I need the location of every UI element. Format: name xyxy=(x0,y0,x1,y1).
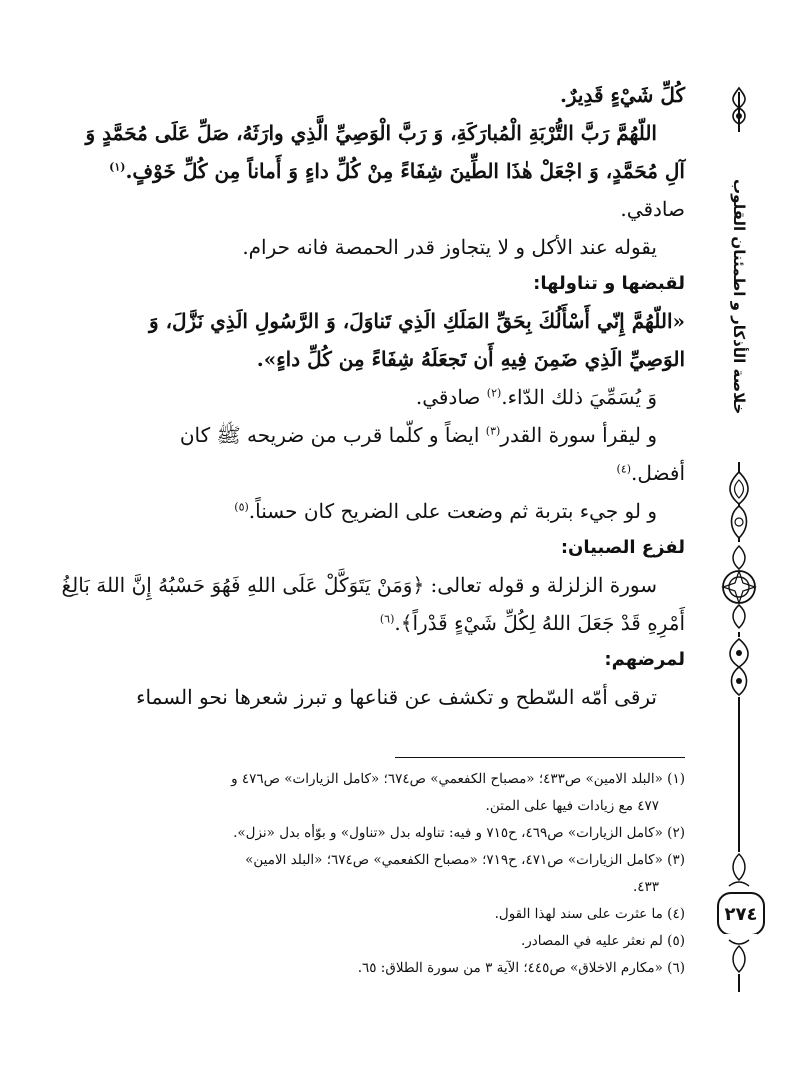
body-line xyxy=(43,378,685,416)
footnote-text: «مكارم الاخلاق» ص٤٤٥؛ الآية ٣ من سورة الطلاق: ٦٥. xyxy=(357,960,663,976)
body-line xyxy=(43,416,685,454)
footnote-text: «كامل الزيارات» ص٤٦٩، ح٧١٥ و فيه: تناوله بدل «تناول» و بوّأه بدل «نزل». xyxy=(233,825,663,841)
page-number-frame xyxy=(717,892,765,936)
footnote-text: ما عثرت على سند لهذا القول. xyxy=(494,906,663,922)
body-text: وَ يُسَمِّيَ ذلك الدّاء. xyxy=(501,385,657,409)
side-border xyxy=(721,92,757,1012)
footnote-number: (٤) xyxy=(667,906,685,922)
footnote-text: «كامل الزيارات» ص٤٧١، ح٧١٩؛ «مصباح الكفعمي» ص٦٧٤؛ «البلد الامين» xyxy=(245,852,663,868)
footnote-ref: (١) xyxy=(109,160,126,174)
section-heading: لمرضهم: xyxy=(604,649,685,670)
body-line: يقوله عند الأكل و لا يتجاوز قدر الحمصة فانه حرام. xyxy=(242,235,657,259)
footnote-ref: (٢) xyxy=(486,386,502,400)
footnote-number: (٥) xyxy=(667,933,685,949)
main-text xyxy=(43,76,685,716)
footnote xyxy=(40,766,685,820)
body-text: صادقي. xyxy=(415,385,487,409)
body-line: ترقى أمّه السّطح و تكشف عن قناعها و تبرز شعرها نحو السماء xyxy=(136,685,657,709)
footnote-ref: (٤) xyxy=(616,462,632,476)
supplication-line: الوَصِيِّ الَذِي ضَمِنَ فِيهِ أَن تَجعَلَهُ شِفَاءً مِن كُلِّ داءٍ». xyxy=(256,347,685,371)
body-line xyxy=(43,604,685,642)
footnote xyxy=(40,928,685,955)
source-label: صادقي. xyxy=(620,197,685,221)
page-number-top-ornament-icon xyxy=(721,852,757,892)
middle-upper-ornament-icon xyxy=(721,470,757,540)
footnote-ref: (٣) xyxy=(485,424,501,438)
footnote xyxy=(40,901,685,928)
page-number-bottom-ornament-icon xyxy=(721,934,757,974)
quran-text: أَمْرِهِ قَدْ جَعَلَ اللهُ لِكُلِّ شَيْءٍ قَدْراً﴾. xyxy=(394,611,685,635)
footnote-number: (٣) xyxy=(667,852,685,868)
body-line xyxy=(43,454,685,492)
footnote xyxy=(40,847,685,901)
supplication-text: آلِ مُحَمَّدٍ، وَ اجْعَلْ هٰذَا الطِّينَ شِفَاءً مِنْ كُلِّ داءٍ وَ أَماناً مِن كُلِّ خَوْفٍ. xyxy=(125,159,685,183)
body-text: أفضل. xyxy=(631,461,685,485)
section-heading: لفزع الصبيان: xyxy=(560,537,685,558)
footnotes xyxy=(40,766,685,982)
running-title xyxy=(724,132,754,462)
middle-lower-ornament-icon xyxy=(721,637,757,697)
supplication-line: «اللّهُمَّ إِنّي أَسْأَلُكَ بِحَقِّ المَلَكِ الَذِي تَناوَلَ، وَ الرَّسُولِ الَذِي نَزَّلَ، وَ xyxy=(148,309,685,333)
body-text: ايضاً و كلّما قرب من ضريحه ﷺ كان xyxy=(179,423,486,447)
supplication-line xyxy=(43,152,685,190)
footnote-text: «البلد الامين» ص٤٣٣؛ «مصباح الكفعمي» ص٦٧٤؛ «كامل الزيارات» ص٤٧٦ و xyxy=(231,771,663,787)
footnote-number: (٦) xyxy=(667,960,685,976)
footnote-separator xyxy=(395,757,685,758)
supplication-line: اللّهُمَّ رَبَّ التُّرْبَةِ الْمُبارَكَةِ، وَ رَبَّ الْوَصِيِّ الَّذِي وارَثَهُ، صَلِّ عَلَى مُحَمَّدٍ وَ xyxy=(85,121,657,145)
body-text: و لو جيء بتربة ثم وضعت على الضريح كان حسناً. xyxy=(248,499,657,523)
section-heading: لقبضها و تناولها: xyxy=(533,273,685,294)
body-text: و ليقرأ سورة القدر xyxy=(500,423,657,447)
footnote-number: (١) xyxy=(667,771,685,787)
footnote-continuation: ٤٧٧ مع زيادات فيها على المتن. xyxy=(485,798,659,814)
body-line: سورة الزلزلة و قوله تعالى: ﴿وَمَنْ يَتَوَكَّلْ عَلَى اللهِ فَهُوَ حَسْبُهُ إِنَّ اللهَ بَالِغُ xyxy=(61,573,657,597)
running-title-text: خلاصة الأذكار و اطمئنان القلوب xyxy=(730,179,748,415)
supplication-line: كُلِّ شَيْءٍ قَدِيرٌ. xyxy=(559,83,685,107)
rosette-ornament-icon xyxy=(721,542,757,632)
footnote-number: (٢) xyxy=(667,825,685,841)
footnote-ref: (٦) xyxy=(379,612,395,626)
footnote-text: لم نعثر عليه في المصادر. xyxy=(520,933,663,949)
page-number: ٢٧٤ xyxy=(724,903,758,925)
body-line xyxy=(43,492,685,530)
footnote-continuation: ٤٣٣. xyxy=(632,879,659,895)
footnote xyxy=(40,820,685,847)
footnote xyxy=(40,955,685,982)
footnote-ref: (٥) xyxy=(234,500,249,514)
top-ornament-icon xyxy=(721,86,757,126)
